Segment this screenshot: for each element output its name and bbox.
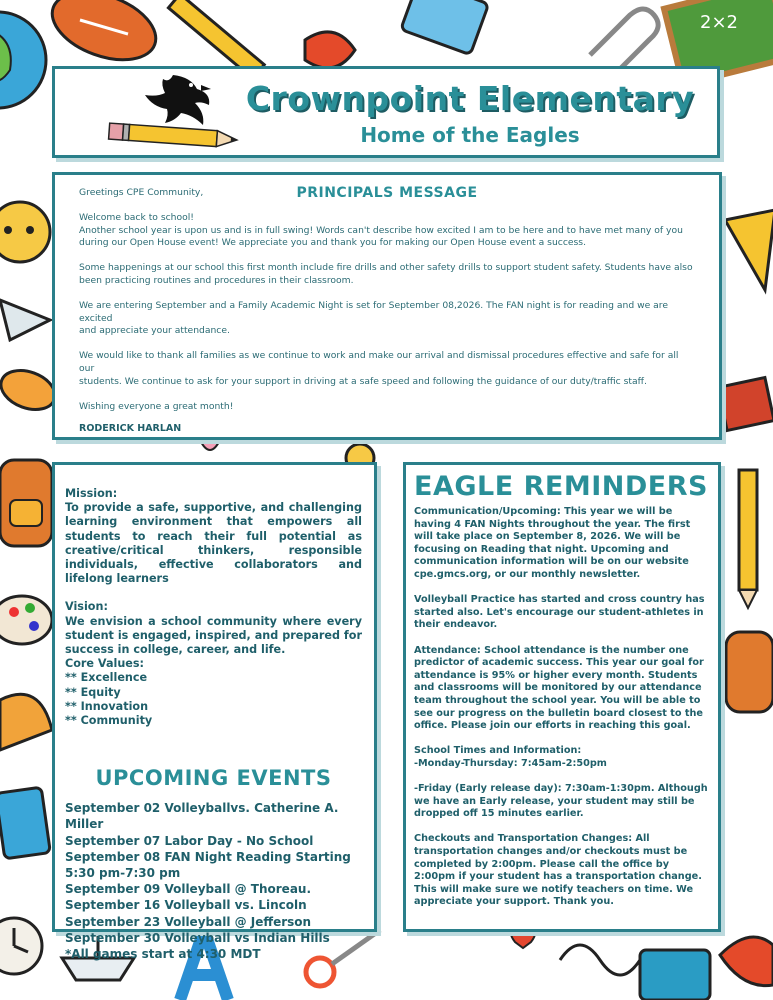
header-banner [52,66,720,158]
paragraph-line: Another school year is upon us and is in full swing! Words can't describe how excited I am to be here and to have met many of you [79,224,683,236]
football-icon [43,0,165,73]
event-item: September 09 Volleyball @ Thoreau. [65,882,312,897]
svg-text:2×2: 2×2 [700,12,738,33]
event-item: September 07 Labor Day - No School [65,833,314,848]
paragraph-line: Some happenings at our school this first month include fire drills and other safety drills to support student safety. Students have also [79,262,693,274]
event-item: September 23 Volleyball @ Jefferson [65,914,312,929]
core-values-label: Core Values: [65,657,145,671]
reminder-checkouts: Checkouts and Transportation Changes: All transportation changes and/or checkouts must be completed by 2:00pm. Please call the office by 2:00pm if your student has a transportation change. This will make sure we notify teachers on time. We appreciate your support. Thank you. [414,833,702,908]
paragraph-line: We are entering September and a Family Academic Night is set for September 08,2026. The FAN night is for reading and we are excited [79,299,669,324]
reminder-school-times-mon-thu: -Monday-Thursday: 7:45am-2:50pm [414,757,607,769]
mission-label: Mission: [65,487,118,500]
principal-signature: RODERICK HARLAN [79,423,182,435]
school-tagline: Home of the Eagles [360,123,580,147]
paragraph-line: Wishing everyone a great month! [79,400,234,412]
upcoming-events-title: UPCOMING EVENTS [95,766,332,791]
globe-icon [0,12,46,108]
paragraph-line: been practicing routines and procedures in their classroom. [79,274,354,286]
reminder-communication: Communication/Upcoming: This year we will be having 4 FAN Nights throughout the year. The first will take place on September 8, 2026. We will be focusing on Reading that night. Upcoming and communication information will be on our website cpe.gmcs.org, or our monthly newsletter. [414,506,691,580]
reminder-attendance: Attendance: School attendance is the number one predictor of academic success. This year our goal for attendance is 95% or higher every month. Students and classrooms will be monitored by our attendance team throughout the school year. You will be able to see our progress on the bulletin board closest to the office. Please join our efforts in reaching this goal. [414,644,704,732]
principal-message-title: PRINCIPALS MESSAGE [296,185,478,201]
paragraph-line: during our Open House event! We appreciate you and thank you for making our Open House event a success. [79,237,587,249]
core-value-item: ** Community [65,714,153,728]
event-item: September 16 Volleyball vs. Lincoln [65,898,307,913]
eagle-reminders-title: EAGLE REMINDERS [414,471,708,502]
core-value-item: ** Equity [65,685,121,699]
paragraph-line: We would like to thank all families as we continue to work and make our arrival and dismissal procedures effective and safe for all our [79,350,679,374]
event-item: September 30 Volleyball vs Indian Hills [65,930,330,945]
core-value-item: ** Innovation [65,699,149,713]
apple-icon [0,202,50,262]
reminder-volleyball: Volleyball Practice has started and cross country has started also. Let's encourage our student-athletes in their endeavor. [414,594,705,631]
reminder-friday: -Friday (Early release day): 7:30am-1:30pm. Although we have an Early release, your student may still be dropped off 15 minutes earlier. [414,783,708,820]
paragraph-line: Welcome back to school! [79,211,194,223]
mission-text: To provide a safe, supportive, and challenging learning environment that empowers all students to reach their full potential as creative/critical thinkers, responsible individuals, effective collaborators and lifelong learners [65,501,362,586]
event-item: *All games start at 4:30 MDT [65,947,261,962]
core-value-item: ** Excellence [65,671,148,685]
reminder-school-times-label: School Times and Information: [414,745,582,757]
ruler-icon [725,210,773,290]
greeting: Greetings CPE Community, [79,187,204,198]
paragraph-line: students. We continue to ask for your support in driving at a safe speed and following the guidance of our duty/traffic staff. [79,375,647,387]
school-name: Crownpoint Elementary [245,79,695,118]
eagle-logo-icon [95,71,245,157]
principal-message-panel [52,172,722,440]
vision-label: Vision: [65,600,108,614]
paragraph-line: and appreciate your attendance. [79,325,230,337]
event-item: September 08 FAN Night Reading Starting 5:30 pm-7:30 pm [65,849,351,881]
vision-text: We envision a school community where every student is engaged, inspired, and prepared for success in college, career, and life. [65,614,362,657]
alarm-clock-icon [0,918,42,974]
pizza-icon [0,694,52,750]
eagle-reminders-panel [403,462,721,932]
pencil-icon [739,470,757,608]
event-item: September 02 Volleyballvs. Catherine A. Miller [65,801,339,832]
tablet-icon [401,0,489,55]
paint-palette-icon [0,596,52,644]
leaf-icon [305,32,355,68]
backpack-icon [0,460,52,546]
mission-vision-events-panel [52,462,377,962]
